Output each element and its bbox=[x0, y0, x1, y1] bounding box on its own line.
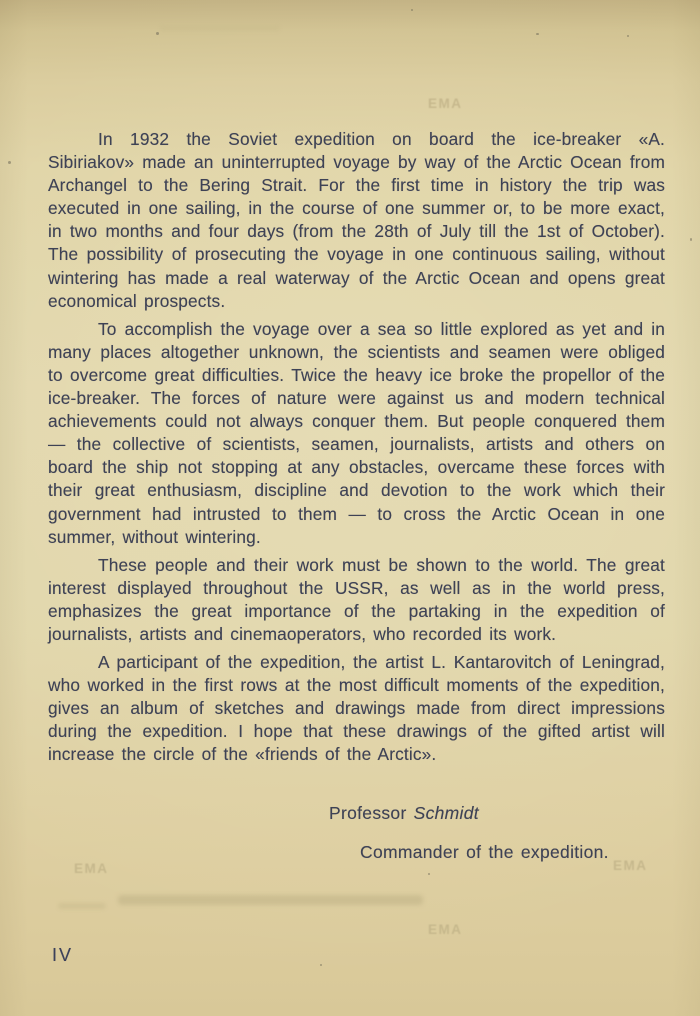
bleedthrough-stamp: EMA bbox=[74, 861, 109, 876]
bleedthrough-text-smudge bbox=[118, 895, 423, 905]
scan-speck bbox=[411, 9, 413, 11]
signature-author bbox=[329, 803, 479, 824]
bleedthrough-text-smudge bbox=[58, 903, 106, 909]
signature-role: Commander of the expedition. bbox=[360, 842, 609, 862]
bleedthrough-stamp: EMA bbox=[613, 858, 648, 873]
scan-speck bbox=[627, 35, 629, 37]
bleedthrough-stamp: EMA bbox=[428, 96, 463, 111]
paragraph-4: A participant of the expedition, the artist L. Kantarovitch of Leningrad, who worked in the first rows at the most difficult moments of the expedition, gives an album of sketches and drawings made from direct impressions during the expedition. I hope that these drawings of the gifted artist will increase the circle of the «friends of the Arctic». bbox=[48, 652, 665, 765]
paragraph-2: To accomplish the voyage over a sea so little explored as yet and in many places altogether unknown, the scientists and seamen were obliged to overcome great difficulties. Twice the heavy ice broke the propellor of the ice-breaker. The forces of nature were against us and modern technical achievements could not always conquer them. But people conquered them — the collective of scientists, seamen, journalists, artists and others on board the ship not stopping at any obstacles, overcame these forces with their great enthusiasm, discipline and devotion to the work which their government had intrusted to them — to cross the Arctic Ocean in one summer, without wintering. bbox=[48, 318, 665, 547]
bleedthrough-stamp: EMA bbox=[428, 922, 463, 937]
paragraph-1: In 1932 the Soviet expedition on board the ice-breaker «A. Sibiriakov» made an uninterrupted voyage by way of the Arctic Ocean from Archangel to the Bering Strait. For the first time in history the trip was executed in one sailing, in the course of one summer or, to be more exact, in two months and four days (from the 28th of July till the 1st of October). The possibility of prosecuting the voyage in one continuous sailing, without wintering has made a real waterway of the Arctic Ocean and opens great economical prospects. bbox=[48, 129, 665, 311]
scan-speck bbox=[536, 33, 539, 35]
signature-title: Professor bbox=[329, 803, 407, 823]
scan-speck bbox=[320, 964, 322, 966]
scan-speck bbox=[690, 238, 692, 241]
bleedthrough-text-smudge bbox=[160, 26, 280, 31]
scan-speck bbox=[8, 161, 11, 164]
signature-name: Schmidt bbox=[413, 803, 479, 823]
scan-speck bbox=[428, 873, 430, 875]
page-number: IV bbox=[52, 945, 74, 965]
scan-speck bbox=[156, 32, 159, 35]
preface-text-block bbox=[48, 128, 665, 772]
paragraph-3: These people and their work must be shown to the world. The great interest displayed throughout the USSR, as well as in the world press, emphasizes the great importance of the partaking in the expedition of journalists, artists and cinemaoperators, who recorded its work. bbox=[48, 554, 665, 644]
